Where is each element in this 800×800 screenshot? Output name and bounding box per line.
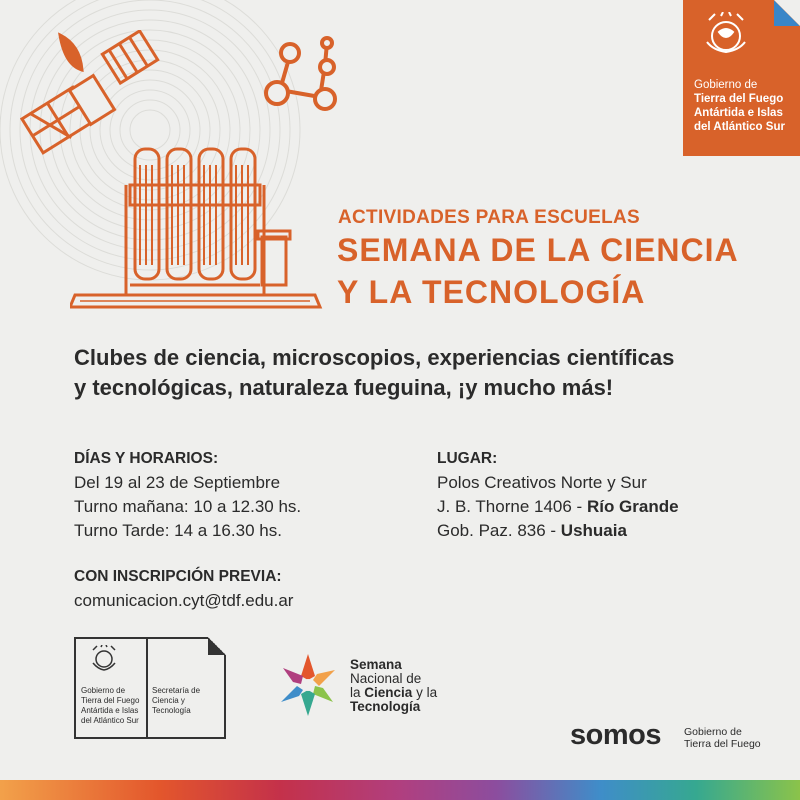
place-line-3	[437, 519, 679, 543]
box-gov-line-2: Tierra del Fuego	[81, 696, 140, 705]
box-gov-line-4: del Atlántico Sur	[81, 716, 139, 725]
event-title-line-1: SEMANA DE LA CIENCIA	[337, 232, 739, 268]
snct-text	[350, 658, 437, 714]
event-subtitle: ACTIVIDADES PARA ESCUELAS	[338, 207, 641, 228]
event-title-line-2: Y LA TECNOLOGÍA	[337, 274, 646, 310]
box-corner-fold	[208, 637, 226, 655]
test-tube-rack-illustration	[70, 145, 330, 315]
place-block	[437, 447, 679, 543]
lead-line-2: y tecnológicas, naturaleza fueguina, ¡y mucho más!	[74, 375, 614, 400]
box-divider	[146, 639, 148, 737]
place-line-1: Polos Creativos Norte y Sur	[437, 473, 647, 492]
schedule-block	[74, 447, 301, 543]
secretariat-logo-box	[74, 637, 226, 739]
box-sec-line-1: Secretaría de	[152, 686, 201, 695]
schedule-morning: Turno mañana: 10 a 12.30 hs.	[74, 497, 302, 516]
snct-word-de: de	[406, 671, 422, 686]
place-line-2	[437, 495, 679, 519]
schedule-heading: DÍAS Y HORARIOS:	[74, 450, 219, 467]
corner-fold-accent	[774, 0, 800, 26]
registration-email[interactable]: comunicacion.cyt@tdf.edu.ar	[74, 591, 294, 610]
schedule-afternoon: Turno Tarde: 14 a 16.30 hs.	[74, 521, 282, 540]
snct-word-ciencia: Ciencia	[364, 685, 413, 700]
somos-subtitle	[684, 726, 761, 750]
box-sec-line-2: Ciencia y	[152, 696, 185, 705]
box-gov-line-1: Gobierno de	[81, 686, 126, 695]
provincial-seal-icon	[701, 12, 751, 54]
molecule-illustration	[255, 35, 355, 125]
government-badge	[683, 0, 800, 156]
somos-sub-line-2: Tierra del Fuego	[684, 738, 761, 750]
snct-line-3	[350, 686, 437, 700]
gov-line-4: del Atlántico Sur	[694, 121, 785, 133]
snct-word-nacional: Nacional	[350, 671, 403, 686]
gov-line-3: Antártida e Islas	[694, 107, 783, 119]
schedule-dates: Del 19 al 23 de Septiembre	[74, 473, 281, 492]
bottom-color-bar	[0, 780, 800, 800]
provincial-seal-small-icon	[90, 645, 118, 671]
gov-line-2: Tierra del Fuego	[694, 93, 784, 105]
registration-heading: CON INSCRIPCIÓN PREVIA:	[74, 568, 282, 585]
snct-line-2	[350, 672, 437, 686]
snct-word-y-la: y la	[416, 685, 438, 700]
box-secretariat-text	[152, 686, 220, 716]
somos-sub-line-1: Gobierno de	[684, 726, 742, 738]
snct-star-logo-icon	[273, 650, 343, 720]
box-gov-text	[81, 686, 145, 726]
address-ushuaia: Gob. Paz. 836 -	[437, 521, 561, 540]
city-ushuaia: Ushuaia	[560, 521, 627, 540]
lead-line-1: Clubes de ciencia, microscopios, experiencias científicas	[74, 345, 675, 370]
box-sec-line-3: Tecnología	[152, 706, 191, 715]
place-heading: LUGAR:	[437, 450, 498, 467]
address-rio-grande: J. B. Thorne 1406 -	[437, 497, 587, 516]
gov-line-1: Gobierno de	[694, 79, 758, 91]
snct-word-la: la	[350, 685, 361, 700]
city-rio-grande: Río Grande	[586, 497, 679, 516]
lead-paragraph	[74, 343, 774, 403]
box-gov-line-3: Antártida e Islas	[81, 706, 139, 715]
somos-logo: somos	[570, 719, 661, 751]
snct-line-4: Tecnología	[350, 699, 421, 714]
registration-block	[74, 565, 293, 613]
snct-line-1: Semana	[350, 657, 402, 672]
